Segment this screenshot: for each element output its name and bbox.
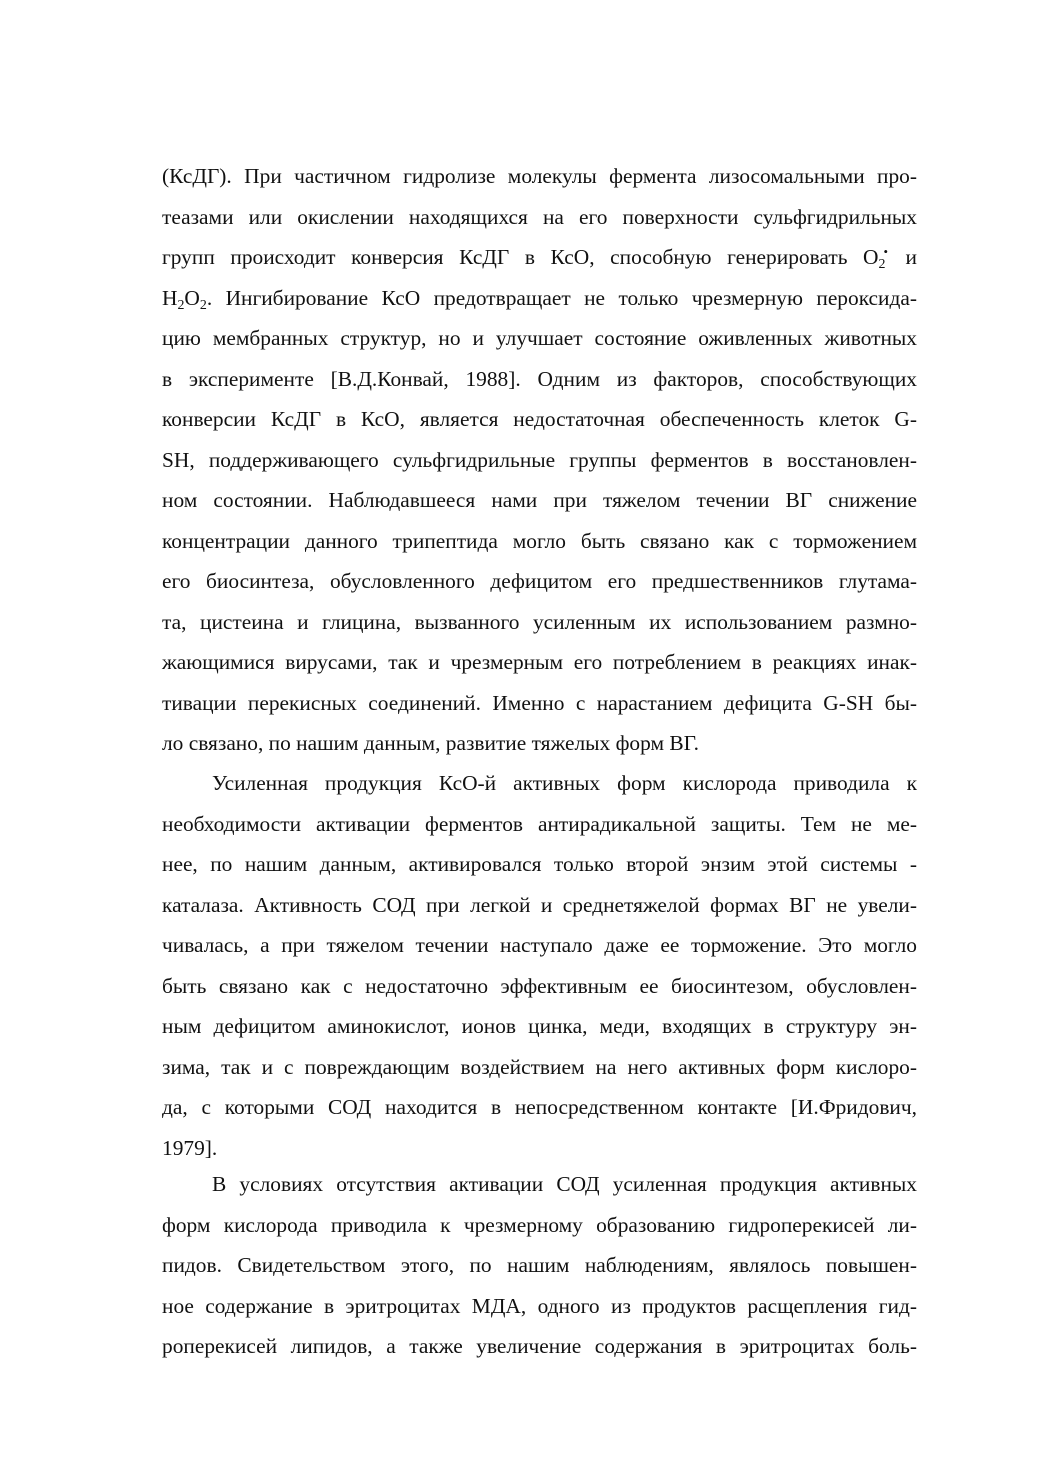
- paragraph-1: [162, 156, 917, 764]
- text-line: та, цистеина и глицина, вызванного усиленным их использованием размно-: [162, 609, 917, 634]
- text-line-with-superoxide-formula: [162, 237, 917, 278]
- text-line: необходимости активации ферментов антирадикальной защиты. Тем не ме-: [162, 811, 917, 836]
- text-line: каталаза. Активность СОД при легкой и среднетяжелой формах ВГ не увели-: [162, 892, 917, 917]
- text-line-with-peroxide-formula: [162, 278, 917, 319]
- superoxide-formula: $O_2^•$: [863, 244, 889, 273]
- text-line: да, с которыми СОД находится в непосредственном контакте [И.Фридович,: [162, 1095, 917, 1119]
- text-line: тивации перекисных соединений. Именно с нарастанием дефицита G-SH бы-: [162, 690, 917, 715]
- text-segment: . Ингибирование КсО предотвращает не только чрезмерную пероксида-: [206, 285, 917, 310]
- text-line: в эксперименте [В.Д.Конвай, 1988]. Одним из факторов, способствующих: [162, 366, 917, 391]
- text-line: (КсДГ). При частичном гидролизе молекулы фермента лизосомальными про-: [162, 164, 917, 188]
- text-line: концентрации данного трипептида могло быть связано как с торможением: [162, 528, 917, 553]
- text-segment: групп происходит конверсия КсДГ в КсО, способную генерировать: [162, 245, 864, 269]
- text-line: Усиленная продукция КсО-й активных форм кислорода приводила к: [212, 771, 917, 795]
- text-line: пидов. Свидетельством этого, по нашим наблюдениям, являлось повышен-: [162, 1253, 917, 1277]
- text-line: ном состоянии. Наблюдавшееся нами при тяжелом течении ВГ снижение: [162, 488, 917, 512]
- paragraph-2: [162, 763, 917, 1168]
- text-line: теазами или окислении находящихся на его поверхности сульфгидрильных: [162, 204, 917, 229]
- text-line: конверсии КсДГ в КсО, является недостаточная обеспеченность клеток G-: [162, 407, 917, 431]
- paragraph-3: [162, 1164, 917, 1367]
- text-line: В условиях отсутствия активации СОД усиленная продукция активных: [212, 1172, 917, 1196]
- text-line: нее, по нашим данным, активировался только второй энзим этой системы -: [162, 852, 917, 876]
- text-line: цию мембранных структур, но и улучшает состояние оживленных животных: [162, 326, 917, 350]
- text-line: его биосинтеза, обусловленного дефицитом его предшественников глутама-: [162, 569, 917, 593]
- text-line: ло связано, по нашим данным, развитие тяжелых форм ВГ.: [162, 731, 699, 755]
- text-line: ное содержание в эритроцитах МДА, одного из продуктов расщепления гид-: [162, 1293, 917, 1318]
- text-line: чивалась, а при тяжелом течении наступало даже ее торможение. Это могло: [162, 933, 917, 957]
- peroxide-formula: $H_2O_2$: [162, 285, 207, 313]
- text-line: форм кислорода приводила к чрезмерному образованию гидроперекисей ли-: [162, 1212, 917, 1237]
- text-line: ным дефицитом аминокислот, ионов цинка, меди, входящих в структуру эн-: [162, 1014, 917, 1038]
- text-line: 1979].: [162, 1135, 218, 1160]
- text-line: быть связано как с недостаточно эффективным ее биосинтезом, обусловлен-: [162, 973, 917, 998]
- text-segment: и: [889, 245, 917, 269]
- text-line: SH, поддерживающего сульфгидрильные группы ферментов в восстановлен-: [162, 447, 917, 472]
- text-line: зима, так и с повреждающим воздействием на него активных форм кислоро-: [162, 1054, 917, 1079]
- text-line: жающимися вирусами, так и чрезмерным его потреблением в реакциях инак-: [162, 650, 917, 674]
- text-line: роперекисей липидов, а также увеличение содержания в эритроцитах боль-: [162, 1334, 917, 1358]
